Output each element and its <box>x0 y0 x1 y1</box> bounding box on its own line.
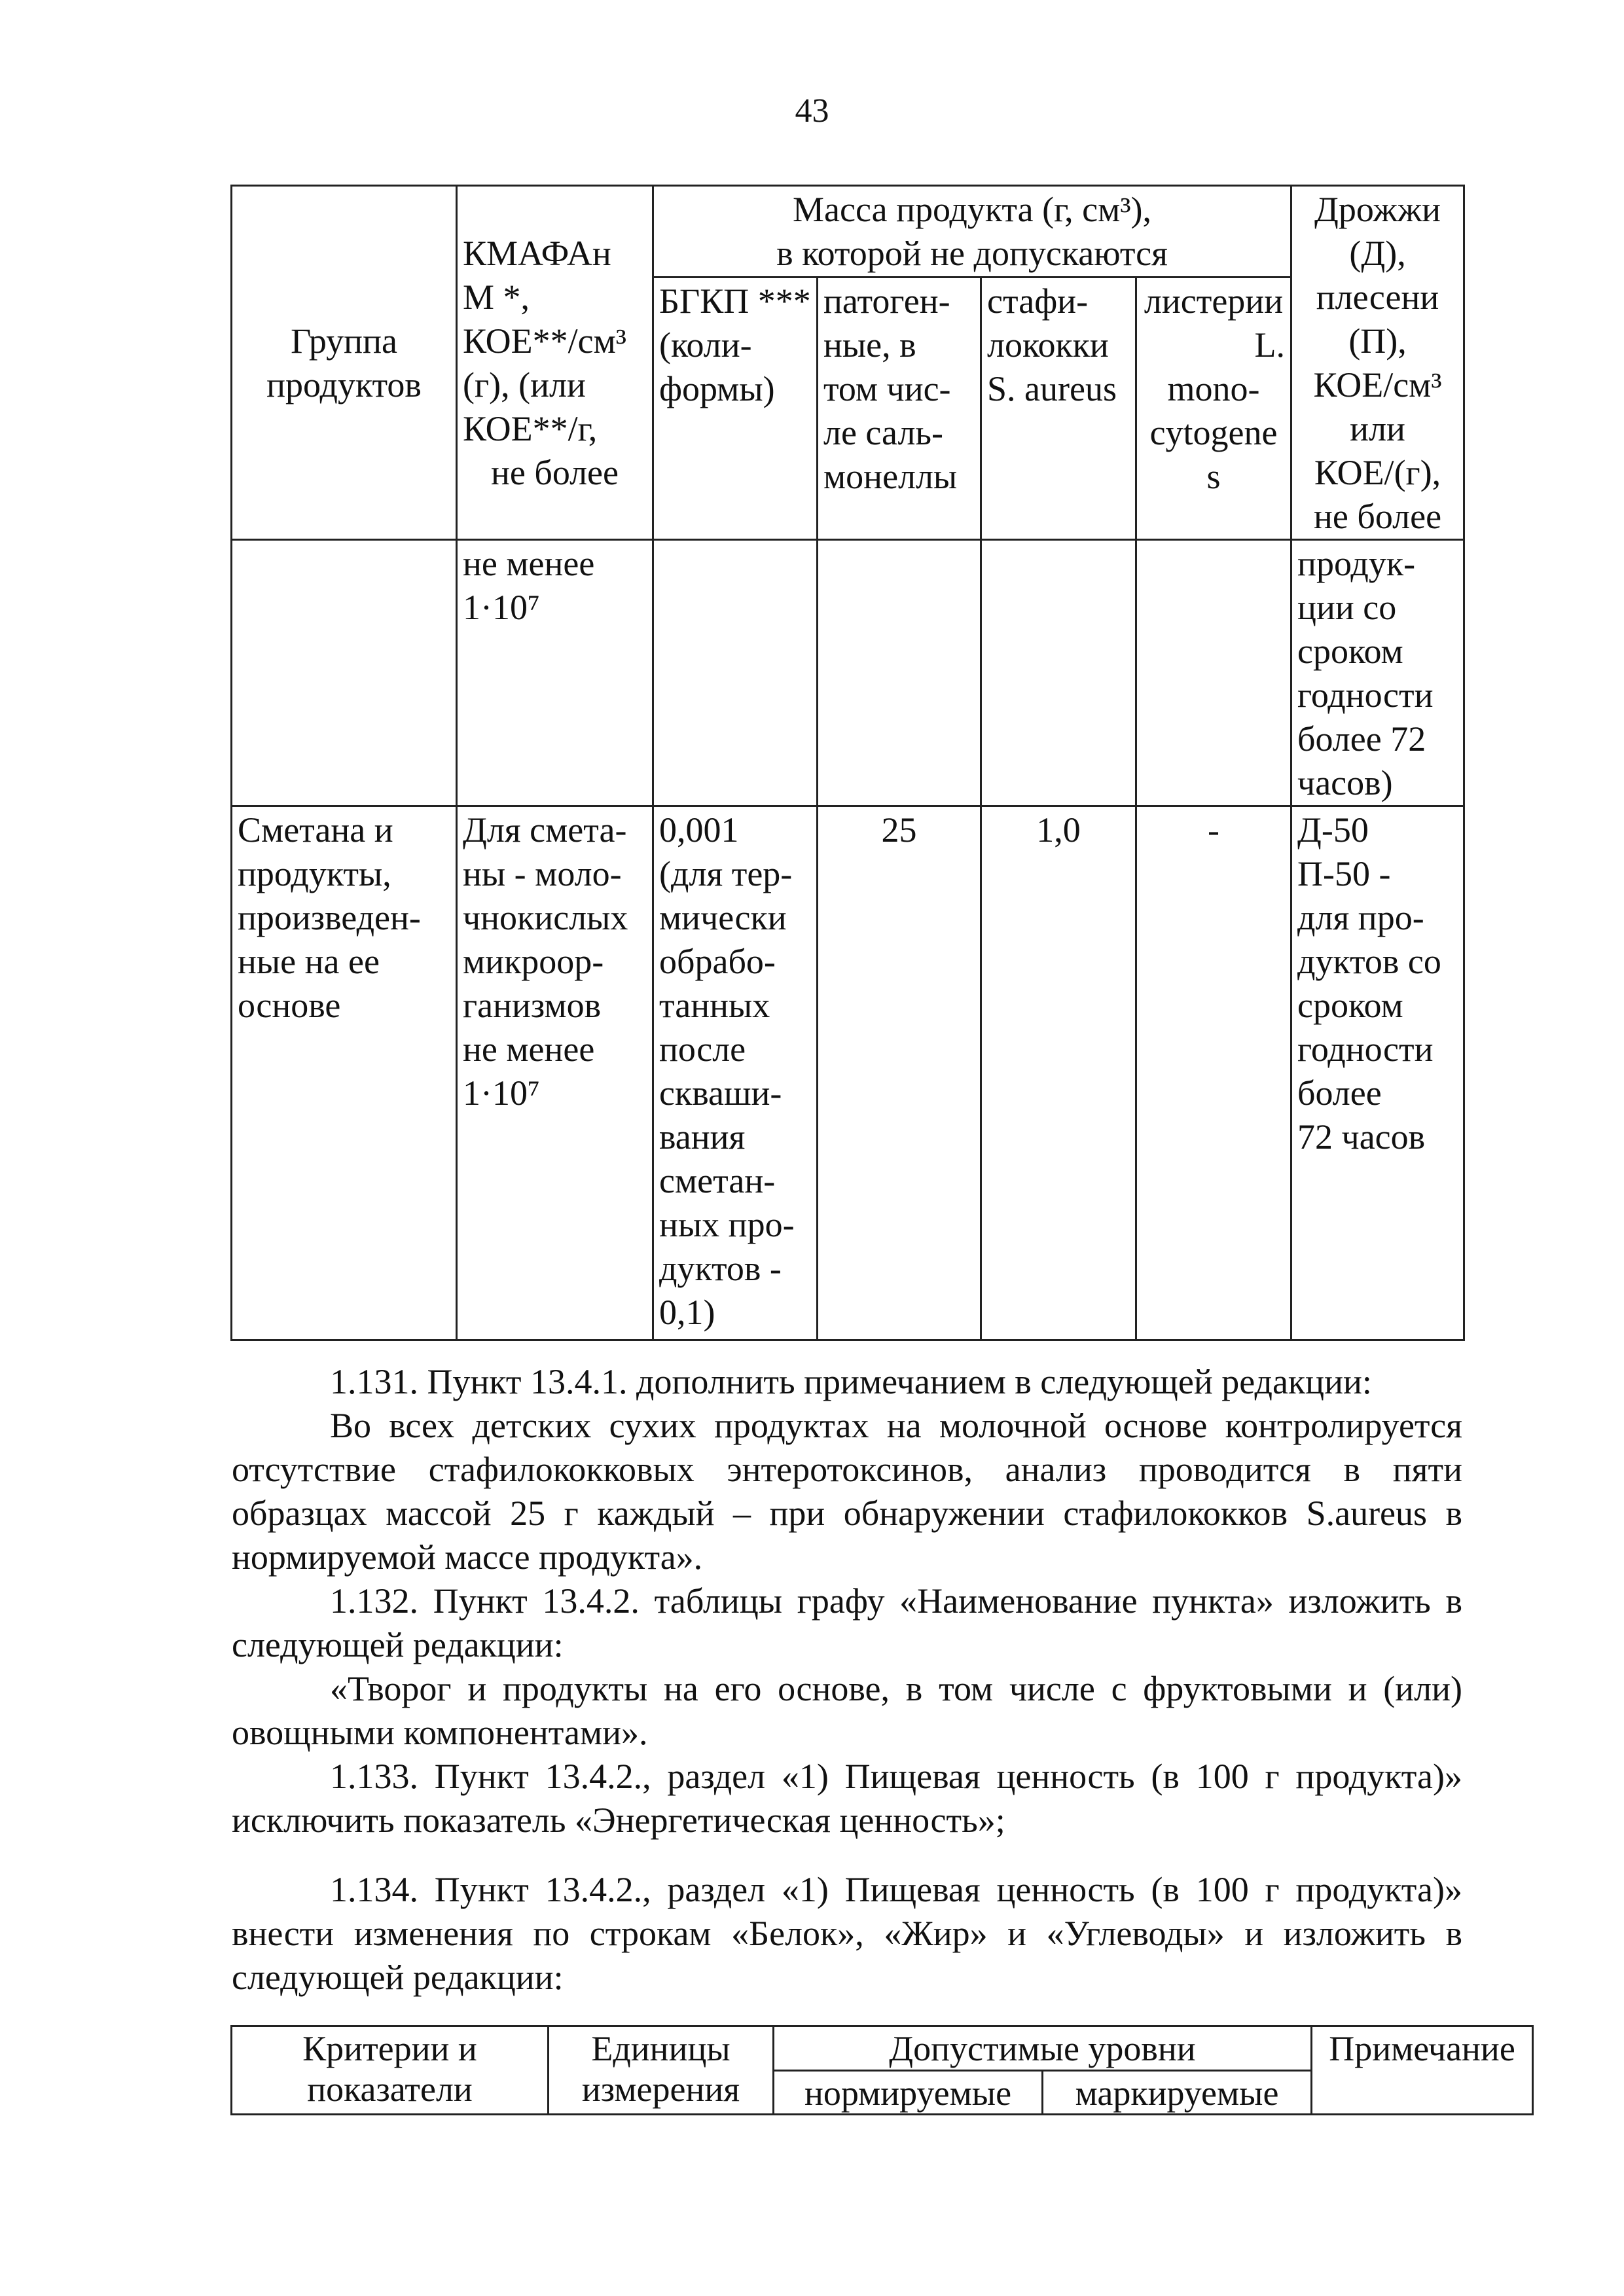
cell-group-cont <box>232 540 457 806</box>
cell-listeria-smetana: - <box>1136 806 1291 1340</box>
cell-pathogenic-cont <box>818 540 981 806</box>
header-listeria-line1: листерии <box>1144 281 1284 321</box>
paragraph: 1.134. Пункт 13.4.2., раздел «1) Пищевая ценность (в 100 г продукта)» внести изменения по строкам «Белок», «Жир» и «Углеводы» и изложить в следующей редакции: <box>232 1870 1462 1997</box>
header-pathogenic: патоген- ные, в том чис- ле саль- монеллы <box>818 277 981 539</box>
nutrition-table <box>230 2025 1534 2115</box>
header-staph: стафи- лококки S. aureus <box>981 277 1136 539</box>
header-mass-line2: в которой не допускаются <box>776 234 1168 273</box>
cell-pathogenic-smetana: 25 <box>818 806 981 1340</box>
header-units: Единицы измерения <box>549 2026 774 2115</box>
header-marked: маркируемые <box>1043 2071 1312 2115</box>
header-note: Примечание <box>1312 2026 1533 2115</box>
cell-yeast-smetana: Д-50 П-50 - для про- дуктов со сроком годности более 72 часов <box>1291 806 1464 1340</box>
header-criteria: Критерии и показатели <box>232 2026 549 2115</box>
table-row <box>232 540 1464 806</box>
cell-staph-smetana: 1,0 <box>981 806 1136 1340</box>
cell-yeast-cont: продук- ции со сроком годности более 72 часов) <box>1291 540 1464 806</box>
cell-listeria-cont <box>1136 540 1291 806</box>
header-yeast-mold: Дрожжи (Д), плесени (П), КОЕ/см³ или КОЕ/(г), не более <box>1291 186 1464 540</box>
cell-bgkp-cont <box>653 540 818 806</box>
header-listeria <box>1136 277 1291 539</box>
amendment-text-1 <box>232 1360 1462 1842</box>
page-number: 43 <box>795 92 829 130</box>
paragraph: 1.133. Пункт 13.4.2., раздел «1) Пищевая ценность (в 100 г продукта)» исключить показатель «Энергетическая ценность»; <box>232 1757 1462 1840</box>
paragraph: 1.132. Пункт 13.4.2. таблицы графу «Наименование пункта» изложить в следующей редакции: <box>232 1581 1462 1664</box>
header-kmafanm-text: КМАФАн М *, КОЕ**/см³ (г), (или КОЕ**/г, <box>463 234 626 448</box>
table-row <box>232 806 1464 1340</box>
cell-group-smetana: Сметана и продукты, произведен- ные на ее основе <box>232 806 457 1340</box>
header-mass <box>653 186 1291 278</box>
header-product-group: Группа продуктов <box>232 186 457 540</box>
header-normed: нормируемые <box>774 2071 1043 2115</box>
header-kmafanm-last: не более <box>490 453 619 492</box>
paragraph: «Творог и продукты на его основе, в том числе с фруктовыми и (или) овощными компонентами». <box>232 1669 1462 1752</box>
cell-kmafanm-cont: не менее 1·10⁷ <box>457 540 653 806</box>
header-allowed-levels: Допустимые уровни <box>774 2026 1312 2071</box>
header-bgkp: БГКП *** (коли- формы) <box>653 277 818 539</box>
cell-staph-cont <box>981 540 1136 806</box>
paragraph: Во всех детских сухих продуктах на молочной основе контролируется отсутствие стафилококковых энтеротоксинов, анализ проводится в пяти образцах массой 25 г каждый – при обнаружении стафилококков S.aureus в нормируемой массе продукта». <box>232 1406 1462 1577</box>
header-kmafanm <box>457 186 653 540</box>
cell-kmafanm-smetana: Для смета- ны - моло- чнокислых микроор- ганизмов не менее 1·10⁷ <box>457 806 653 1340</box>
microbiology-table <box>230 185 1465 1341</box>
header-listeria-line2: L. <box>1254 325 1286 365</box>
cell-bgkp-smetana: 0,001 (для тер- мически обрабо- танных после скваши- вания сметан- ных про- дуктов - 0,1) <box>653 806 818 1340</box>
paragraph: 1.131. Пункт 13.4.1. дополнить примечанием в следующей редакции: <box>330 1362 1372 1401</box>
header-listeria-rest: mono- cytogene s <box>1149 368 1278 496</box>
amendment-text-2 <box>232 1868 1462 2000</box>
header-mass-line1: Масса продукта (г, см³), <box>793 190 1151 229</box>
